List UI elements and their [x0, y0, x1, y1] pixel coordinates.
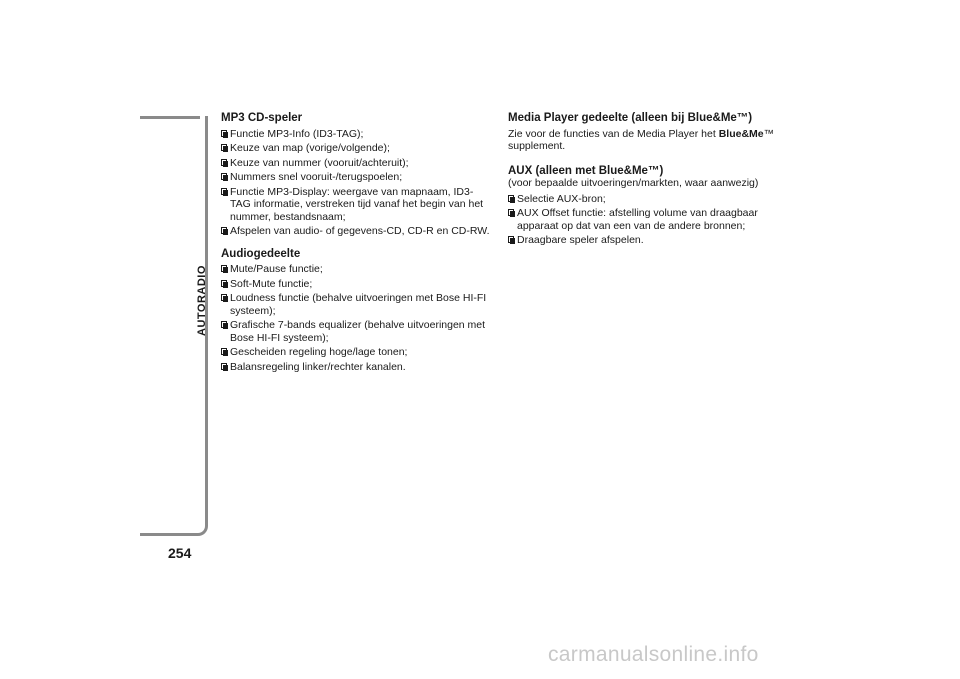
- checkbox-bullet-icon: [221, 363, 227, 370]
- mp3-heading: MP3 CD-speler: [221, 112, 303, 124]
- list-item: Keuze van map (vorige/volgende);: [221, 142, 493, 155]
- checkbox-bullet-icon: [221, 265, 227, 272]
- section-side-label: AUTORADIO: [196, 265, 208, 336]
- list-item: Keuze van nummer (vooruit/achteruit);: [221, 157, 493, 170]
- list-item: Loudness functie (behalve uitvoeringen met Bose HI-FI systeem);: [221, 292, 493, 317]
- checkbox-bullet-icon: [221, 294, 227, 301]
- checkbox-bullet-icon: [508, 209, 514, 216]
- watermark: carmanualsonline.info: [548, 643, 759, 666]
- mp3-list: [221, 128, 493, 238]
- checkbox-bullet-icon: [221, 188, 227, 195]
- checkbox-bullet-icon: [221, 280, 227, 287]
- checkbox-bullet-icon: [221, 321, 227, 328]
- list-item: Draagbare speler afspelen.: [508, 234, 790, 247]
- list-item: Gescheiden regeling hoge/lage tonen;: [221, 346, 493, 359]
- list-item: Nummers snel vooruit-/terugspoelen;: [221, 171, 493, 184]
- checkbox-bullet-icon: [508, 236, 514, 243]
- list-item: Soft-Mute functie;: [221, 278, 493, 291]
- left-column: [221, 112, 493, 383]
- aux-list: [508, 193, 790, 247]
- checkbox-bullet-icon: [508, 195, 514, 202]
- checkbox-bullet-icon: [221, 173, 227, 180]
- aux-subheading: (voor bepaalde uitvoeringen/markten, waar aanwezig): [508, 177, 759, 189]
- list-item: Functie MP3-Display: weergave van mapnaam, ID3-TAG informatie, verstreken tijd vanaf het begin van het nummer, bestandsnaam;: [221, 186, 493, 224]
- list-item: AUX Offset functie: afstelling volume van draagbaar apparaat op dat van een van de andere bronnen;: [508, 207, 790, 232]
- page-number: 254: [168, 545, 192, 561]
- checkbox-bullet-icon: [221, 348, 227, 355]
- list-item: Functie MP3-Info (ID3-TAG);: [221, 128, 493, 141]
- media-player-heading: Media Player gedeelte (alleen bij Blue&Me™): [508, 112, 753, 124]
- list-item: Selectie AUX-bron;: [508, 193, 790, 206]
- audio-heading: Audiogedeelte: [221, 247, 301, 260]
- checkbox-bullet-icon: [221, 144, 227, 151]
- media-player-text: Zie voor de functies van de Media Player het Blue&Me™ supplement.: [508, 127, 775, 152]
- checkbox-bullet-icon: [221, 159, 227, 166]
- list-item: Balansregeling linker/rechter kanalen.: [221, 361, 493, 374]
- checkbox-bullet-icon: [221, 130, 227, 137]
- list-item: Afspelen van audio- of gegevens-CD, CD-R en CD-RW.: [221, 225, 493, 238]
- list-item: Mute/Pause functie;: [221, 263, 493, 276]
- right-column: [508, 112, 790, 257]
- aux-heading: AUX (alleen met Blue&Me™): [508, 164, 664, 177]
- checkbox-bullet-icon: [221, 227, 227, 234]
- list-item: Grafische 7-bands equalizer (behalve uitvoeringen met Bose HI-FI systeem);: [221, 319, 493, 344]
- audio-list: [221, 263, 493, 373]
